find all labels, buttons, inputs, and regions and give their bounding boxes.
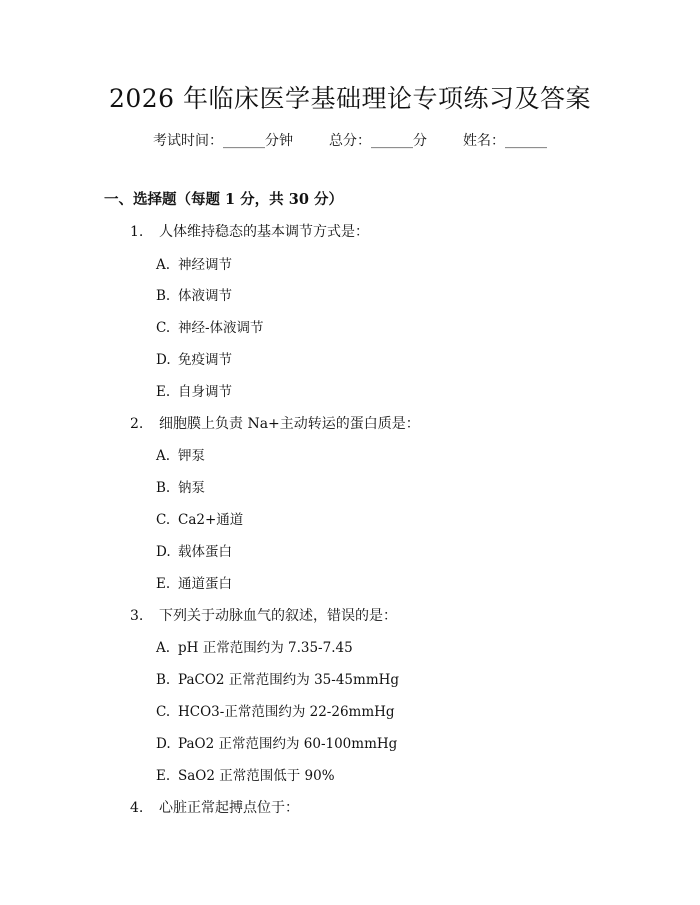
option-1c [156,318,264,338]
question-text: 下列关于动脉血气的叙述，错误的是： [159,608,397,624]
option-letter: E. [156,576,171,592]
option-letter: B. [156,672,171,688]
option-text: 通道蛋白 [178,576,232,592]
option-letter: B. [156,480,171,496]
question-number: 4. [130,800,144,816]
option-text: 载体蛋白 [178,544,232,560]
question-number: 2. [130,416,144,432]
question-number: 1. [130,224,144,240]
option-text: 神经调节 [178,257,232,273]
option-letter: D. [156,544,171,560]
option-2a [156,446,205,466]
question-number: 3. [130,608,144,624]
option-letter: A. [156,257,171,273]
exam-time-field: 考试时间：______分钟 [153,133,293,149]
option-letter: A. [156,640,171,656]
option-3e [156,766,335,786]
question-4 [130,798,299,818]
option-3b [156,670,399,690]
option-letter: D. [156,352,171,368]
option-3a [156,638,353,658]
option-letter: E. [156,768,171,784]
option-1e [156,382,232,402]
option-text: SaO2 正常范围低于 90% [178,768,335,784]
exam-info-line [0,131,700,151]
option-text: pH 正常范围约为 7.35-7.45 [178,640,353,656]
option-letter: B. [156,288,171,304]
option-letter: D. [156,736,171,752]
option-2c [156,510,243,530]
option-text: PaO2 正常范围约为 60-100mmHg [178,736,398,752]
option-3c [156,702,395,722]
question-text: 细胞膜上负责 Na+主动转运的蛋白质是： [159,416,420,432]
option-text: 钾泵 [178,448,205,464]
option-3d [156,734,397,754]
option-2b [156,478,205,498]
option-letter: C. [156,704,171,720]
question-1 [130,222,369,242]
option-1b [156,286,232,306]
question-text: 人体维持稳态的基本调节方式是： [159,224,369,240]
option-text: Ca2+通道 [178,512,244,528]
question-3 [130,606,397,626]
section-heading-multiple-choice: 一、选择题（每题 1 分，共 30 分） [104,191,343,208]
option-text: 自身调节 [178,384,232,400]
option-text: 免疫调节 [178,352,232,368]
option-2d [156,542,232,562]
option-2e [156,574,232,594]
option-text: HCO3-正常范围约为 22-26mmHg [178,704,395,720]
student-name-field: 姓名：______ [463,133,547,149]
page-title: 2026 年临床医学基础理论专项练习及答案 [108,84,592,113]
option-letter: C. [156,512,171,528]
option-letter: A. [156,448,171,464]
option-1a [156,255,232,275]
option-letter: C. [156,320,171,336]
option-text: 钠泵 [178,480,205,496]
option-text: 神经-体液调节 [178,320,264,336]
question-text: 心脏正常起搏点位于： [159,800,299,816]
total-score-field: 总分：______分 [329,133,427,149]
option-letter: E. [156,384,171,400]
option-1d [156,350,232,370]
question-2 [130,414,420,434]
option-text: PaCO2 正常范围约为 35-45mmHg [178,672,400,688]
option-text: 体液调节 [178,288,232,304]
